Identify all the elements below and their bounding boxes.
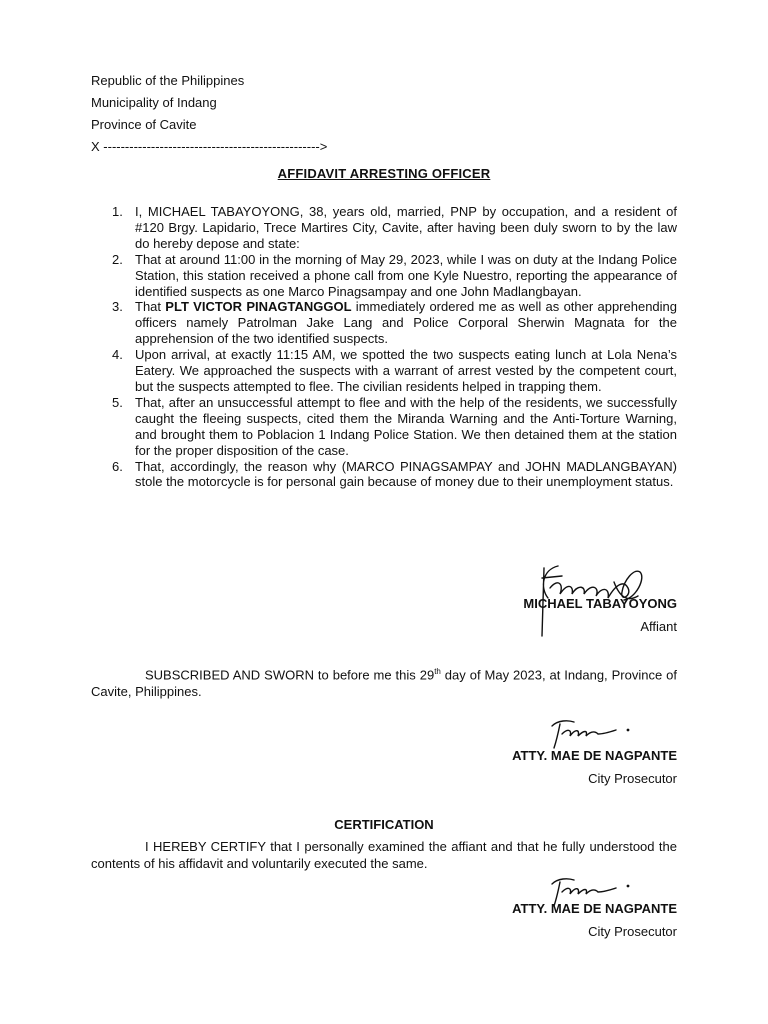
jurat-text: SUBSCRIBED AND SWORN to before me this 29	[145, 667, 435, 683]
item-text: Upon arrival, at exactly 11:15 AM, we spotted the two suspects eating lunch at Lola Nena’s Eatery. We approached the suspects with a warrant of arrest vested by the competent court, but the suspects attempted to flee. The civilian residents helped in trapping them.	[135, 347, 677, 394]
prosecutor-signature	[546, 716, 636, 750]
prosecutor-role: City Prosecutor	[588, 924, 677, 939]
item-number: 3.	[112, 299, 123, 315]
header-separator: X -------------------------------------------------->	[91, 139, 328, 154]
header-municipality: Municipality of Indang	[91, 95, 217, 110]
prosecutor-name: ATTY. MAE DE NAGPANTE	[512, 901, 677, 916]
jurat-text: day of May 2023, at Indang, Province of Cavite, Philippines.	[91, 667, 677, 700]
header-republic: Republic of the Philippines	[91, 73, 245, 88]
statement-list	[110, 204, 677, 490]
list-item	[110, 347, 677, 395]
list-item	[110, 299, 677, 347]
item-text: That at around 11:00 in the morning of May 29, 2023, while I was on duty at the Indang Police Station, this station received a phone call from one Kyle Nuestro, reporting the appearance of identified suspects as one Marco Pinagsampay and one John Madlangbayan.	[135, 251, 677, 299]
affiant-name: MICHAEL TABAYOYONG	[523, 596, 677, 611]
certification-title: CERTIFICATION	[334, 817, 434, 832]
item-number: 5.	[112, 394, 123, 410]
item-text: immediately ordered me as well as other apprehending officers namely Patrolman Jake Lang and Police Corporal Sherwin Magnata for the apprehension of the two identified suspects.	[135, 299, 678, 347]
item-number: 2.	[112, 251, 123, 267]
list-item	[110, 459, 677, 491]
prosecutor-name: ATTY. MAE DE NAGPANTE	[512, 748, 677, 763]
item-number: 6.	[112, 458, 123, 474]
item-number: 4.	[112, 347, 123, 363]
affiant-role: Affiant	[640, 619, 677, 634]
document-title: AFFIDAVIT ARRESTING OFFICER	[277, 166, 491, 181]
item-text: That, accordingly, the reason why (MARCO PINAGSAMPAY and JOHN MADLANGBAYAN) stole the motorcycle is for personal gain because of money due to their unemployment status.	[135, 458, 677, 490]
header-province: Province of Cavite	[91, 117, 197, 132]
item-text: That	[135, 299, 166, 315]
officer-name: PLT VICTOR PINAGTANGGOL	[165, 299, 352, 315]
item-text: I, MICHAEL TABAYOYONG, 38, years old, married, PNP by occupation, and a resident of #120 Brgy. Lapidario, Trece Martires City, Cavite, after having been duly sworn to by the law do hereby depose and state:	[135, 204, 677, 251]
jurat-superscript: th	[434, 667, 441, 676]
list-item	[110, 395, 677, 459]
list-item	[110, 252, 677, 300]
certification-text: I HEREBY CERTIFY that I personally examined the affiant and that he fully understood the contents of his affidavit and voluntarily executed the same.	[91, 839, 677, 871]
item-number: 1.	[112, 204, 123, 219]
list-item	[110, 204, 677, 252]
jurat-paragraph	[91, 663, 677, 700]
prosecutor-role: City Prosecutor	[588, 771, 677, 786]
item-text: That, after an unsuccessful attempt to flee and with the help of the residents, we successfully caught the fleeing suspects, cited them the Miranda Warning and the Anti-Torture Warning, and brought them to Poblacion 1 Indang Police Station. We then detained them at the station for the proper disposition of the case.	[135, 394, 677, 458]
